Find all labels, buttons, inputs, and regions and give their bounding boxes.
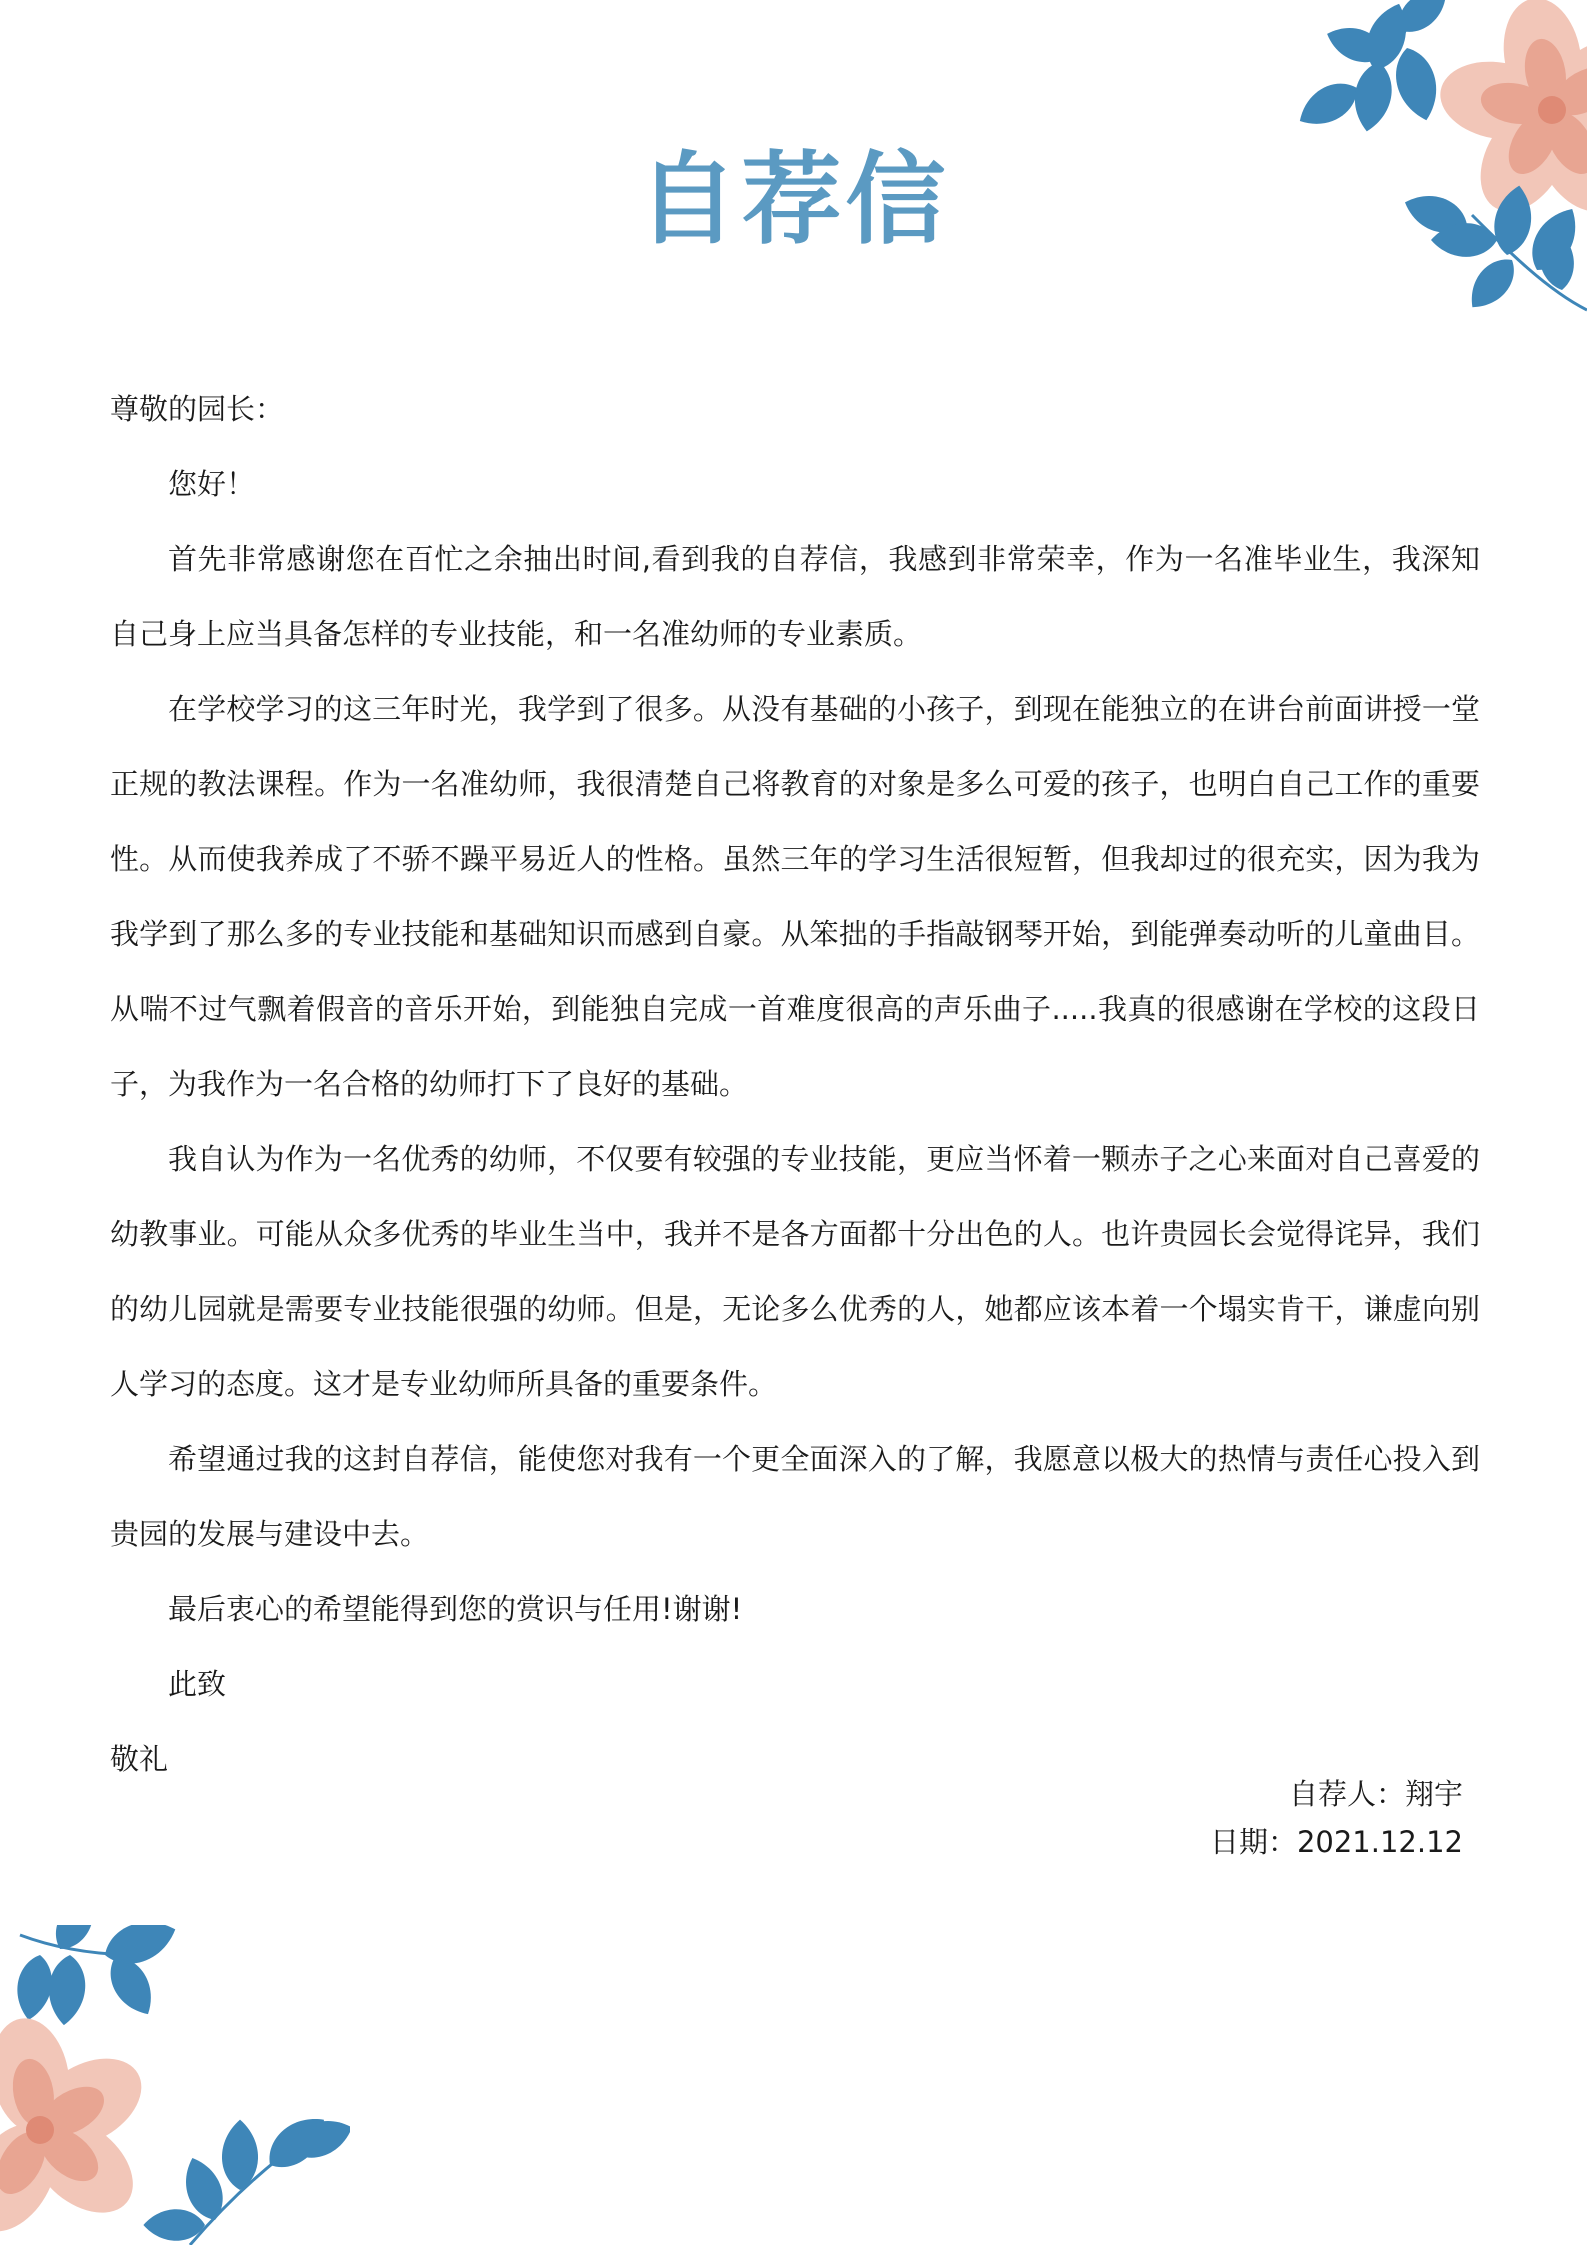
- leaf-branch-icon: [143, 2106, 350, 2245]
- paragraph: 在学校学习的这三年时光，我学到了很多。从没有基础的小孩子，到现在能独立的在讲台前面讲授一堂正规的教法课程。作为一名准幼师，我很清楚自己将教育的对象是多么可爱的孩子，也明白自己工作的重要性。从而使我养成了不骄不躁平易近人的性格。虽然三年的学习生活很短暂，但我却过的很充实，因为我为我学到了那么多的专业技能和基础知识而感到自豪。从笨拙的手指敲钢琴开始，到能弹奏动听的儿童曲目。从喘不过气飘着假音的音乐开始，到能独自完成一首难度很高的声乐曲子.....我真的很感谢在学校的这段日子，为我作为一名合格的幼师打下了良好的基础。: [110, 692, 1480, 1101]
- paragraph: 希望通过我的这封自荐信，能使您对我有一个更全面深入的了解，我愿意以极大的热情与责任心投入到贵园的发展与建设中去。: [110, 1442, 1480, 1551]
- regards: 敬礼: [110, 1742, 169, 1776]
- closing-phrase: 此致: [168, 1667, 227, 1701]
- signature-block: [1210, 1770, 1463, 1866]
- paragraph: 我自认为作为一名优秀的幼师，不仅要有较强的专业技能，更应当怀着一颗赤子之心来面对自己喜爱的幼教事业。可能从众多优秀的毕业生当中，我并不是各方面都十分出色的人。也许贵园长会觉得诧异，我们的幼儿园就是需要专业技能很强的幼师。但是，无论多么优秀的人，她都应该本着一个塌实肯干，谦虚向别人学习的态度。这才是专业幼师所具备的重要条件。: [110, 1142, 1480, 1401]
- signature: 自荐人：翔宇: [1288, 1777, 1463, 1811]
- letter-body: [110, 372, 1480, 1797]
- floral-decoration-bottom-left: [0, 1925, 350, 2245]
- date: 日期：2021.12.12: [1209, 1825, 1463, 1859]
- page-title: 自荐信: [637, 141, 950, 258]
- paragraph: 首先非常感谢您在百忙之余抽出时间,看到我的自荐信，我感到非常荣幸，作为一名准毕业生，我深知自己身上应当具备怎样的专业技能，和一名准幼师的专业素质。: [110, 542, 1480, 651]
- flower-icon: [0, 2012, 157, 2245]
- greeting: 您好！: [168, 467, 256, 501]
- salutation: 尊敬的园长：: [110, 392, 285, 426]
- leaf-branch-icon: [12, 1925, 182, 2027]
- paragraph: 最后衷心的希望能得到您的赏识与任用!谢谢!: [168, 1592, 743, 1626]
- leaf-branch-icon: [1291, 0, 1456, 136]
